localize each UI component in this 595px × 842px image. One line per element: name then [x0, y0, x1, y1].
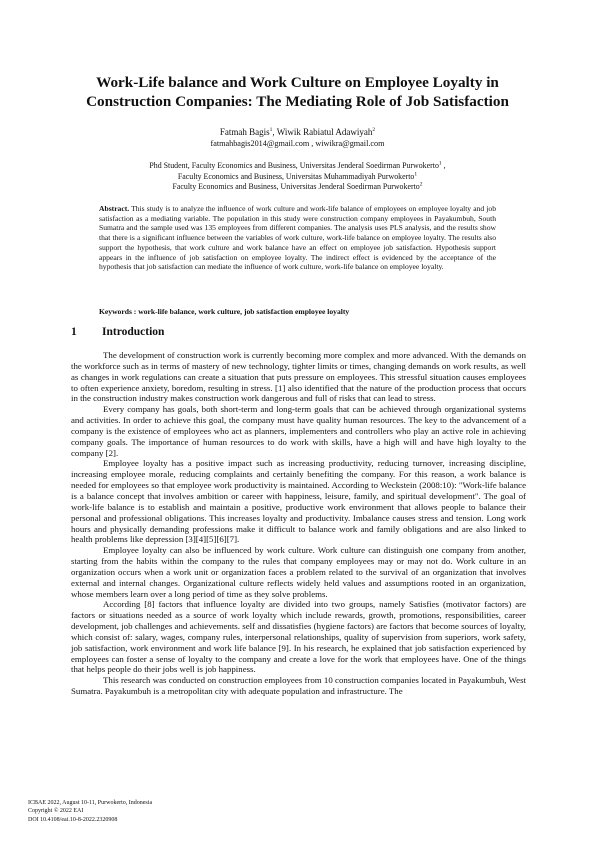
section-number: 1 — [71, 326, 77, 338]
title-line-2: Construction Companies: The Mediating Role of Job Satisfaction — [86, 93, 509, 110]
affiliation-line: Faculty Economics and Business, Universitas Jenderal Soedirman Purwokerto$^2$ — [172, 181, 423, 192]
body-paragraph: Every company has goals, both short-term and long-term goals that can be achieved through organizational systems and activities. In order to achieve this goal, the company must have quality human resources. The key to the advancement of a company is the existence of employees who act as planners, implementers and controllers who play an active role in achieving company goals. The importance of human resources to do work with skills, have a high will and have high loyalty to the company [2]. — [71, 404, 526, 458]
section-title: Introduction — [102, 326, 165, 338]
keywords: Keywords : work-life balance, work culture, job satisfaction employee loyalty — [99, 307, 350, 316]
author-affiliation-marker: 2 — [372, 127, 376, 133]
body-paragraph: Employee loyalty can also be influenced by work culture. Work culture can distinguish one company from another, starting from the habits within the company to the rules that company employees may or may not do. Work culture in an organization occurs when a work unit or organization faces a problem related to the survival of an organization that involves external and internal changes. Organizational culture reflects widely held values and assumptions rooted in an organization, whose members learn over a long period of time as they solve problems. — [71, 545, 526, 599]
abstract-text: This study is to analyze the influence of work culture and work-life balance of employees on employee loyalty and job satisfaction as a mediating variable. The population in this study were construction company employees in Payakumbuh, South Sumatra and the sample used was 135 employees from different companies. The analysis uses PLS analysis, and the results show that there is a significant influence between the variables of work culture, work-life balance on employee loyalty. The results also support the hypothesis, that work culture and work balance have an effect on employee job satisfaction. Hypothesis support appears in the influence of job satisfaction on employee loyalty. The indirect effect is evidenced by the acceptance of the hypothesis that job satisfaction can mediate the influence of work culture, work-life balance on employee loyalty. — [99, 204, 496, 272]
body-text — [71, 350, 526, 697]
affiliation-line: Faculty Economics and Business, Universitas Muhammadiyah Purwokerto$^1$ — [177, 170, 418, 181]
author-list — [40, 127, 555, 138]
section-heading — [71, 326, 164, 338]
body-paragraph: This research was conducted on construction employees from 10 construction companies located in Payakumbuh, West Sumatra. Payakumbuh is a metropolitan city with adequate population and infrastructure. The — [71, 675, 526, 697]
author-name: Wiwik Rabiatul Adawiyah — [276, 127, 373, 137]
paper-title — [40, 73, 555, 111]
author-emails: fatmahbagis2014@gmail.com , wiwikra@gmail.com — [210, 139, 385, 148]
author-affiliation-marker: 1 — [269, 127, 273, 133]
abstract — [99, 204, 496, 272]
footer-conference: ICBAE 2022, August 10-11, Purwokerto, Indonesia — [28, 800, 153, 806]
footer-doi: DOI 10.4108/eai.10-8-2022.2320908 — [28, 816, 118, 823]
body-paragraph: Employee loyalty has a positive impact such as increasing productivity, reducing turnover, increasing discipline, increasing employee morale, reducing complaints and certainly benefiting the company. For this reason, a work balance is needed for employees so that employee work productivity is maintained. According to Weckstein (2008:10): "Work-life balance is a balance concept that involves ambition or career with happiness, leisure, family, and spiritual development". The goal of work-life balance is to establish and maintain a positive, productive work environment that allows people to balance their personal and professional obligations. This increases loyalty and productivity. Imbalance causes stress and tension. Long work hours and physically demanding professions make it difficult to balance work and family obligations and are also linked to health problems like depression [3][4][5][6][7]. — [71, 458, 526, 545]
title-line-1: Work-Life balance and Work Culture on Employee Loyalty in — [96, 74, 499, 91]
body-paragraph: The development of construction work is currently becoming more complex and more advanced. With the demands on the workforce such as in terms of mastery of new technology, tighter limits or times, changing demands on work results, as well as changes in work regulations can create a situation that puts pressure on employees. This stressful situation causes employees to often experience anxiety, boredom, resulting in stress. [1] also identified that the nature of the production process that occurs in the construction industry makes construction work dangerous and full of risks that can lead to stress. — [71, 350, 526, 404]
body-paragraph: According [8] factors that influence loyalty are divided into two groups, namely Satisfies (motivator factors) are factors or situations needed as a source of work loyalty which include rewards, growth, promotions, responsibilities, career development, job challenges and achievements. self and dissatisfies (hygiene factors) are factors that become sources of loyalty, which consist of: salary, wages, company rules, interpersonal relationships, quality of supervision from superiors, work safety, job satisfaction, work environment and work life balance [9]. In his research, he explained that job satisfaction experienced by employees can foster a sense of loyalty to the company and create a love for the work that employees have. One of the things that helps people do their jobs well is job happiness. — [71, 599, 526, 675]
author-separator: , — [272, 127, 277, 137]
abstract-label: Abstract. — [99, 204, 130, 213]
affiliation-list — [40, 161, 555, 193]
author-name: Fatmah Bagis — [219, 127, 270, 137]
page-footer — [28, 799, 152, 824]
affiliation-line: Phd Student, Faculty Economics and Business, Universitas Jenderal Soedirman Purwokerto$^1$ , — [149, 160, 446, 170]
footer-copyright: Copyright © 2022 EAI — [28, 808, 84, 815]
